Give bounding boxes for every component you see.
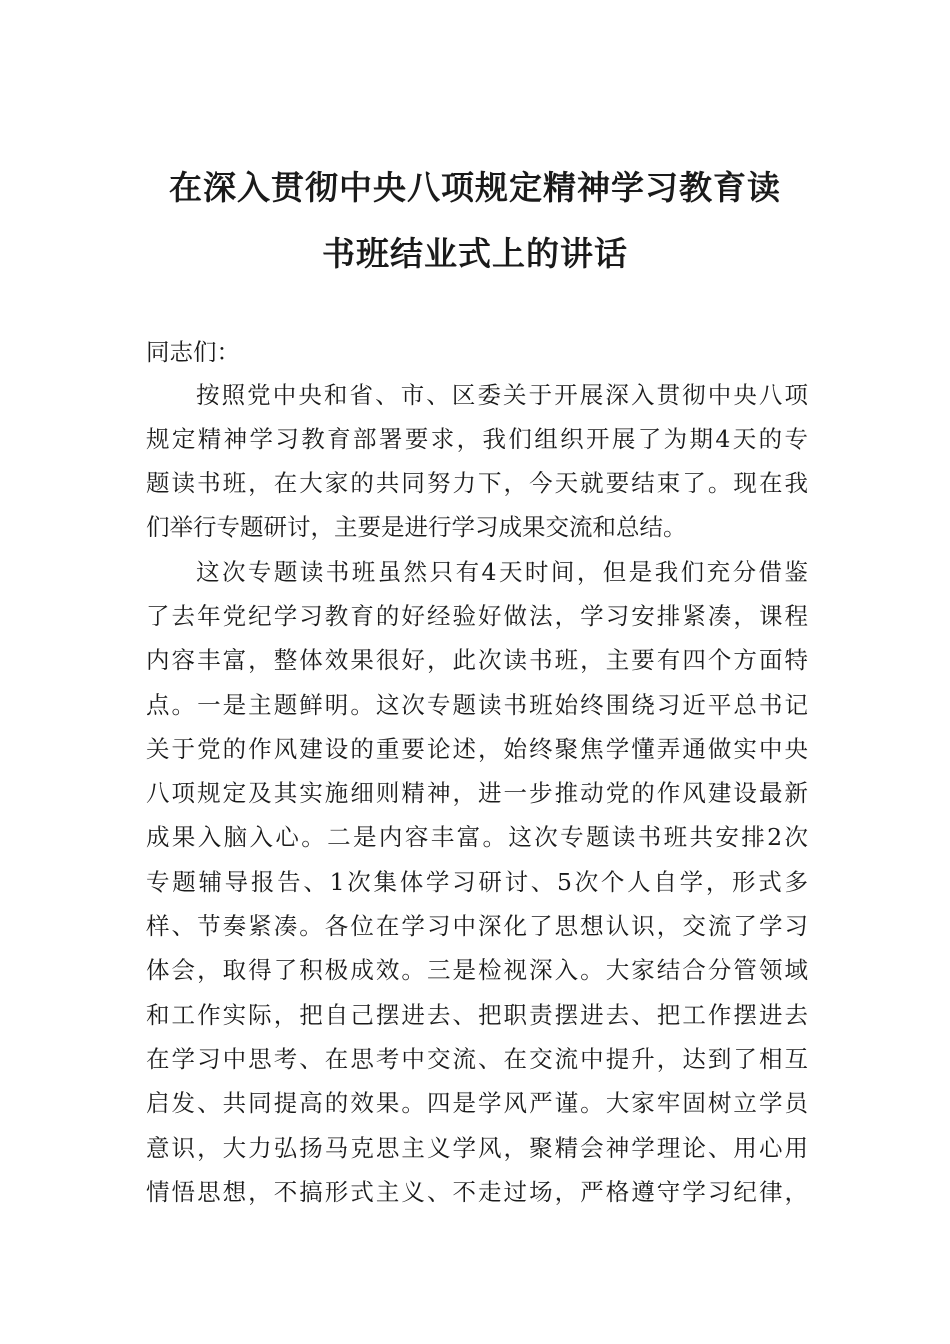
- document-title-line-2: 书班结业式上的讲话: [322, 234, 628, 273]
- paragraph-2-line-8: 专题辅导报告、1次集体学习研讨、5次个人自学，形式多: [146, 868, 808, 896]
- paragraph-2-line-14: 意识，大力弘扬马克思主义学风，聚精会神学理论、用心用: [146, 1134, 808, 1162]
- paragraph-2-line-5: 关于党的作风建设的重要论述，始终聚焦学懂弄通做实中央: [146, 735, 808, 763]
- paragraph-2-line-10: 体会，取得了积极成效。三是检视深入。大家结合分管领域: [146, 956, 808, 984]
- paragraph-2-line-2: 了去年党纪学习教育的好经验好做法，学习安排紧凑，课程: [146, 602, 808, 630]
- paragraph-2-line-15: 情悟思想，不搞形式主义、不走过场，严格遵守学习纪律，: [146, 1178, 808, 1206]
- paragraph-2-line-9: 样、节奏紧凑。各位在学习中深化了思想认识，交流了学习: [146, 912, 808, 940]
- paragraph-1-line-3: 题读书班，在大家的共同努力下，今天就要结束了。现在我: [146, 469, 808, 497]
- paragraph-2-line-3: 内容丰富，整体效果很好，此次读书班，主要有四个方面特: [146, 646, 808, 674]
- paragraph-2-line-13: 启发、共同提高的效果。四是学风严谨。大家牢固树立学员: [146, 1089, 808, 1117]
- paragraph-1-line-4: 们举行专题研讨，主要是进行学习成果交流和总结。: [146, 513, 687, 541]
- paragraph-1-line-2: 规定精神学习教育部署要求，我们组织开展了为期4天的专: [146, 425, 808, 453]
- paragraph-1-line-1: 按照党中央和省、市、区委关于开展深入贯彻中央八项: [196, 381, 808, 409]
- salutation: 同志们：: [146, 338, 240, 366]
- paragraph-2-line-4: 点。一是主题鲜明。这次专题读书班始终围绕习近平总书记: [146, 691, 808, 719]
- paragraph-2-line-6: 八项规定及其实施细则精神，进一步推动党的作风建设最新: [146, 779, 808, 807]
- paragraph-2-line-7: 成果入脑入心。二是内容丰富。这次专题读书班共安排2次: [146, 823, 808, 851]
- paragraph-2-line-12: 在学习中思考、在思考中交流、在交流中提升，达到了相互: [146, 1045, 808, 1073]
- paragraph-2-line-11: 和工作实际，把自己摆进去、把职责摆进去、把工作摆进去: [146, 1001, 808, 1029]
- document-title-line-1: 在深入贯彻中央八项规定精神学习教育读: [169, 168, 781, 207]
- paragraph-2-line-1: 这次专题读书班虽然只有4天时间，但是我们充分借鉴: [196, 558, 808, 586]
